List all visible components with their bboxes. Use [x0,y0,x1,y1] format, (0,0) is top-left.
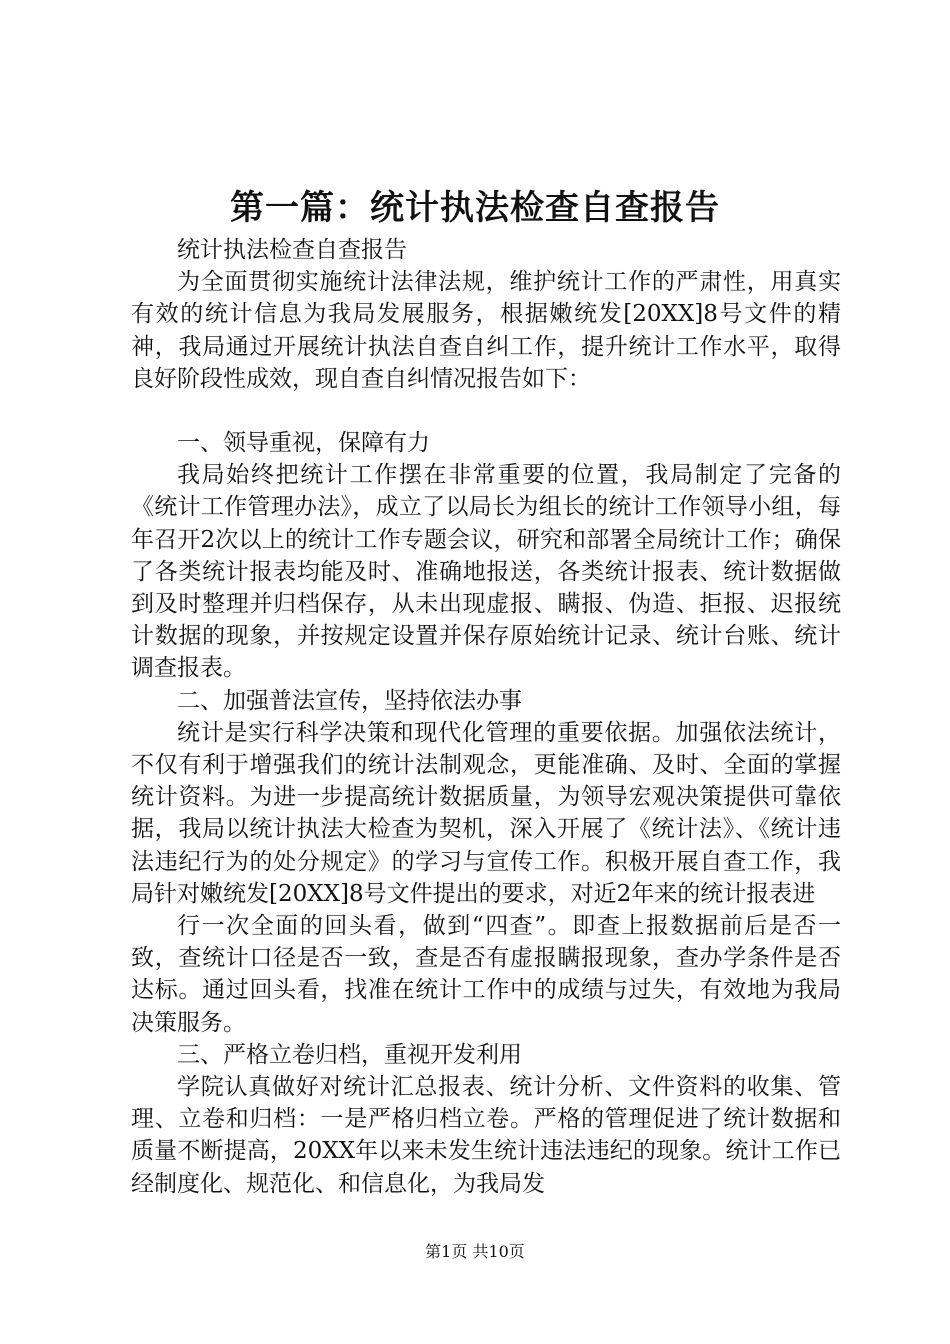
paragraph-intro: 为全面贯彻实施统计法律法规，维护统计工作的严肃性，用真实有效的统计信息为我局发展服务，根据嫩统发[20XX]8号文件的精神，我局通过开展统计执法自查自纠工作，提升统计工作水平，取得良好阶段性成效，现自查自纠情况报告如下： [131,269,841,392]
section-heading-3: 三、严格立卷归档，重视开发利用 [177,1041,522,1068]
paragraph-section-2-continued: 行一次全面的回头看，做到“四查”。即查上报数据前后是否一致，查统计口径是否一致，查是否有虚报瞒报现象，查办学条件是否达标。通过回头看，找准在统计工作中的成绩与过失，有效地为我局决策服务。 [131,913,841,1036]
document-title: 第一篇：统计执法检查自查报告 [230,188,720,228]
document-subtitle: 统计执法检查自查报告 [177,237,407,263]
paragraph-section-1: 我局始终把统计工作摆在非常重要的位置，我局制定了完备的《统计工作管理办法》，成立了以局长为组长的统计工作领导小组，每年召开2次以上的统计工作专题会议，研究和部署全局统计工作；确保了各类统计报表均能及时、准确地报送，各类统计报表、统计数据做到及时整理并归档保存，从未出现虚报、瞒报、伪造、拒报、迟报统计数据的现象，并按规定设置并保存原始统计记录、统计台账、统计调查报表。 [131,462,841,682]
page-number: 第1页 共10页 [425,1242,525,1261]
section-heading-2: 二、加强普法宣传，坚持依法办事 [177,687,522,714]
section-heading-1: 一、领导重视，保障有力 [177,430,430,457]
paragraph-section-3: 学院认真做好对统计汇总报表、统计分析、文件资料的收集、管理、立卷和归档：一是严格归档立卷。严格的管理促进了统计数据和质量不断提高，20XX年以来未发生统计违法违纪的现象。统计工作已经制度化、规范化、和信息化，为我局发 [131,1074,841,1197]
paragraph-section-2: 统计是实行科学决策和现代化管理的重要依据。加强依法统计，不仅有利于增强我们的统计法制观念，更能准确、及时、全面的掌握统计资料。为进一步提高统计数据质量，为领导宏观决策提供可靠依据，我局以统计执法大检查为契机，深入开展了《统计法》、《统计违法违纪行为的处分规定》的学习与宣传工作。积极开展自查工作，我局针对嫩统发[20XX]8号文件提出的要求，对近2年来的统计报表进 [131,719,841,907]
document-body [131,234,841,1200]
